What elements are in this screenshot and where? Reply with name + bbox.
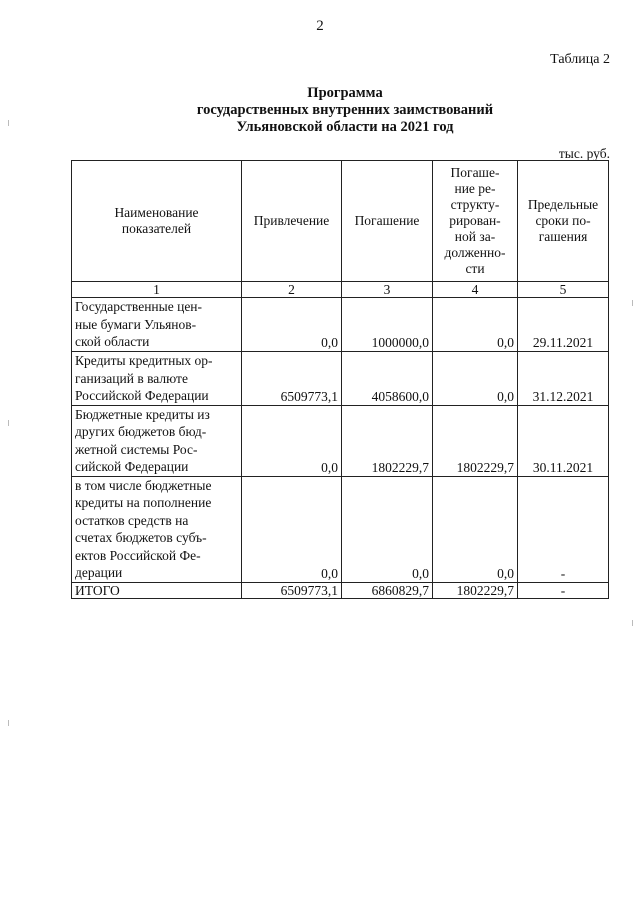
row-deadline: 30.11.2021	[518, 405, 609, 476]
header-restructured-line: рирован-	[449, 213, 501, 228]
column-number-row	[72, 282, 609, 298]
row-name-line: Российской Федерации	[75, 388, 209, 403]
row-name-line: других бюджетов бюд-	[75, 424, 207, 439]
row-borrowing: 0,0	[242, 298, 342, 352]
table-header-row	[72, 161, 609, 282]
row-repayment: 4058600,0	[342, 352, 433, 406]
page-number: 2	[316, 18, 324, 34]
row-name-line: ные бумаги Ульянов-	[75, 316, 197, 332]
header-indicator-name-line: Наименование	[114, 205, 199, 220]
column-number: 5	[518, 282, 609, 298]
scan-speck	[8, 120, 9, 126]
title-line-3: Ульяновской области на 2021 год	[236, 119, 454, 135]
header-restructured-line: структу-	[450, 197, 500, 212]
header-restructured-repayment	[433, 161, 518, 282]
header-deadline-line: Предельные	[527, 197, 599, 212]
header-restructured-line: Погаше-	[450, 165, 500, 180]
row-indicator-name	[72, 352, 242, 406]
header-restructured-line: ние ре-	[454, 181, 496, 196]
row-name-line: сийской Федерации	[75, 459, 189, 474]
table-row	[72, 352, 609, 406]
column-number: 2	[242, 282, 342, 298]
title-line-2: государственных внутренних заимствований	[196, 102, 494, 118]
header-deadline-line: сроки по-	[535, 213, 591, 228]
row-name-line: ганизаций в валюте	[75, 370, 188, 386]
row-restructured: 0,0	[433, 298, 518, 352]
row-repayment: 0,0	[342, 476, 433, 582]
row-name-line: Бюджетные кредиты из	[75, 406, 210, 422]
row-name-line: жетной системы Рос-	[75, 441, 198, 457]
row-repayment: 1000000,0	[342, 298, 433, 352]
row-borrowing: 6509773,1	[242, 582, 342, 598]
column-number: 4	[433, 282, 518, 298]
borrowing-program-table	[71, 160, 609, 599]
row-restructured: 0,0	[433, 476, 518, 582]
row-name-line: остатков средств на	[75, 512, 189, 528]
scan-speck	[8, 720, 9, 726]
units-label: тыс. руб.	[558, 146, 610, 161]
row-borrowing: 6509773,1	[242, 352, 342, 406]
row-deadline: 29.11.2021	[518, 298, 609, 352]
row-name-line: Государственные цен-	[75, 299, 203, 314]
header-indicator-name-line: показателей	[121, 221, 192, 236]
row-restructured: 0,0	[433, 352, 518, 406]
header-restructured-line: долженно-	[444, 245, 506, 260]
row-deadline: -	[518, 476, 609, 582]
header-indicator-name	[72, 161, 242, 282]
row-borrowing: 0,0	[242, 476, 342, 582]
row-repayment: 1802229,7	[342, 405, 433, 476]
table-row-total	[72, 582, 609, 598]
row-indicator-name	[72, 476, 242, 582]
header-deadline-line: гашения	[538, 229, 588, 244]
row-name-line: в том числе бюджетные	[75, 477, 212, 493]
table-row	[72, 476, 609, 582]
scan-speck	[632, 620, 633, 626]
scan-speck	[8, 420, 9, 426]
row-restructured: 1802229,7	[433, 582, 518, 598]
row-indicator-name: ИТОГО	[72, 582, 242, 598]
row-name-line: кредиты на пополнение	[75, 495, 212, 510]
title-line-1: Программа	[307, 85, 383, 101]
row-indicator-name	[72, 405, 242, 476]
row-name-line: счетах бюджетов субъ-	[75, 530, 207, 545]
header-repayment: Погашение	[342, 161, 433, 282]
row-deadline: -	[518, 582, 609, 598]
column-number: 3	[342, 282, 433, 298]
scan-speck	[632, 300, 633, 306]
header-restructured-line: сти	[465, 261, 485, 276]
row-name-line: дерации	[75, 565, 123, 580]
row-name-line: ской области	[75, 334, 150, 349]
table-caption: Таблица 2	[550, 52, 610, 67]
row-borrowing: 0,0	[242, 405, 342, 476]
header-restructured-line: ной за-	[454, 229, 496, 244]
row-repayment: 6860829,7	[342, 582, 433, 598]
row-restructured: 1802229,7	[433, 405, 518, 476]
document-title	[0, 85, 640, 136]
row-deadline: 31.12.2021	[518, 352, 609, 406]
table-row	[72, 405, 609, 476]
row-indicator-name	[72, 298, 242, 352]
header-borrowing: Привлечение	[242, 161, 342, 282]
row-name-line: ектов Российской Фе-	[75, 547, 201, 563]
table-row	[72, 298, 609, 352]
row-name-line: Кредиты кредитных ор-	[75, 353, 213, 368]
header-deadline	[518, 161, 609, 282]
column-number: 1	[72, 282, 242, 298]
